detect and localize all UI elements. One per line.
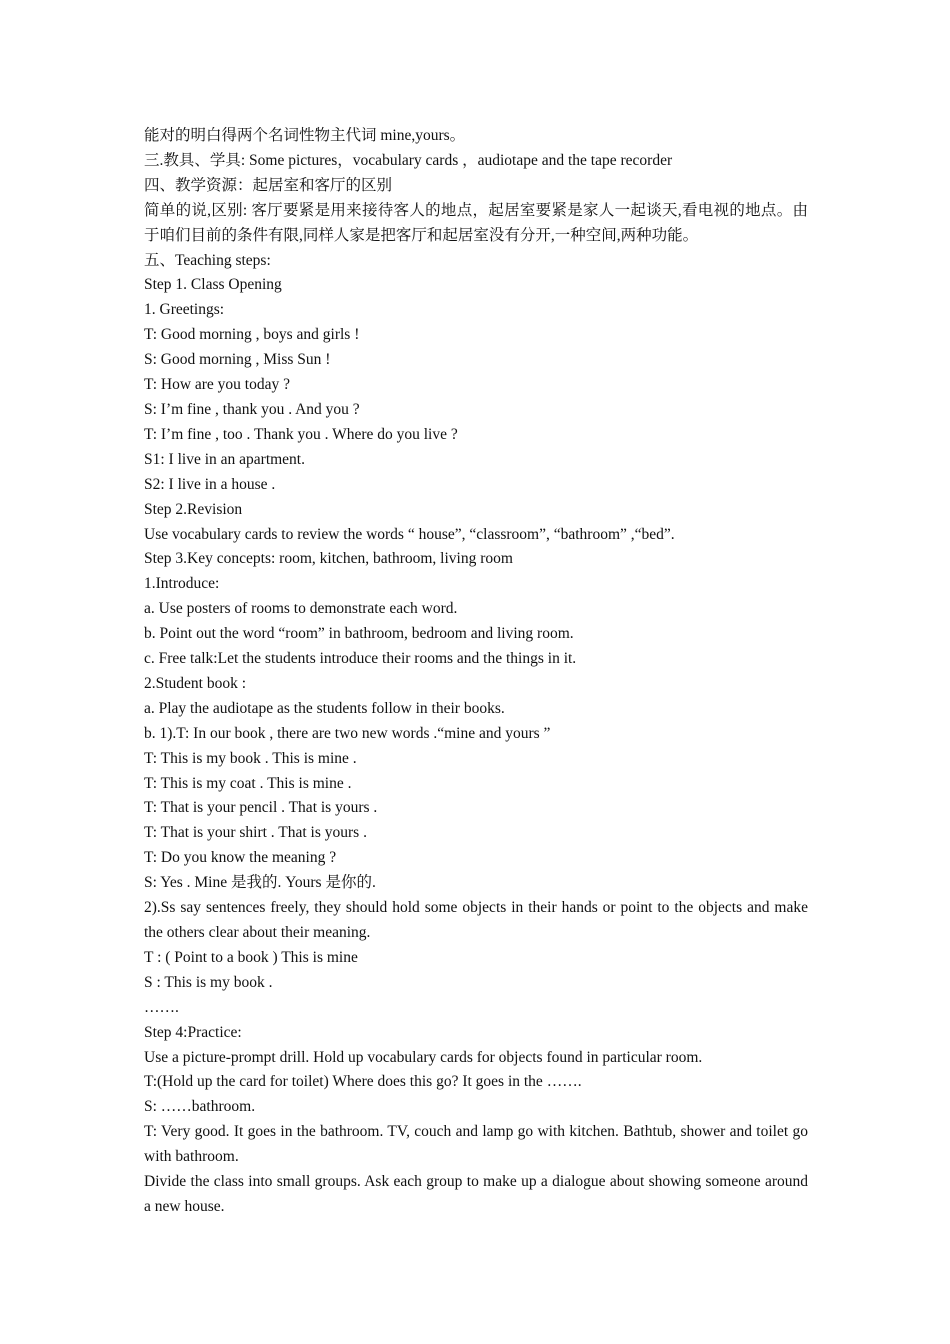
text-line: T: This is my coat . This is mine . xyxy=(144,774,352,792)
text-line: T : ( Point to a book ) This is mine xyxy=(144,948,358,966)
text-line: Use a picture-prompt drill. Hold up vocabulary cards for objects found in particular room. xyxy=(144,1048,703,1066)
text-line: T: Good morning , boys and girls ! xyxy=(144,326,360,344)
text-line: a. Use posters of rooms to demonstrate each word. xyxy=(144,600,458,618)
text-line: 三.教具、学具: Some pictures，vocabulary cards ，audiotape and the tape recorder xyxy=(144,151,673,169)
text-line: 五、Teaching steps: xyxy=(144,251,271,269)
text-line: Step 1. Class Opening xyxy=(144,276,282,294)
text-line: T: How are you today ? xyxy=(144,376,291,394)
text-line: S: Yes . Mine 是我的. Yours 是你的. xyxy=(144,874,376,892)
document-page xyxy=(144,124,808,1220)
text-line: a. Play the audiotape as the students follow in their books. xyxy=(144,699,505,717)
text-line: S2: I live in a house . xyxy=(144,475,276,493)
text-line: 简单的说,区别: 客厅要紧是用来接待客人的地点，起居室要紧是家人一起谈天,看电视的地点。由于咱们目前的条件有限,同样人家是把客厅和起居室没有分开,一种空间,两种功能。 xyxy=(144,201,808,244)
text-line: T: This is my book . This is mine . xyxy=(144,749,357,767)
text-line: T: That is your shirt . That is yours . xyxy=(144,824,367,842)
text-line: ……. xyxy=(144,998,179,1016)
text-line: c. Free talk:Let the students introduce their rooms and the things in it. xyxy=(144,650,577,668)
text-line: T: That is your pencil . That is yours . xyxy=(144,799,378,817)
text-line: Step 3.Key concepts: room, kitchen, bathroom, living room xyxy=(144,550,513,568)
text-line: T: Do you know the meaning ? xyxy=(144,849,337,867)
text-line: b. 1).T: In our book , there are two new words .“mine and yours ” xyxy=(144,724,551,742)
text-line: Step 2.Revision xyxy=(144,500,243,518)
text-line: b. Point out the word “room” in bathroom, bedroom and living room. xyxy=(144,625,574,643)
text-line: Step 4:Practice: xyxy=(144,1023,242,1041)
text-line: T: I’m fine , too . Thank you . Where do you live ? xyxy=(144,425,458,443)
text-line: S1: I live in an apartment. xyxy=(144,450,305,468)
text-line: 1. Greetings: xyxy=(144,301,225,319)
text-line: S: ……bathroom. xyxy=(144,1098,256,1116)
text-line: Use vocabulary cards to review the words “ house”, “classroom”, “bathroom” ,“bed”. xyxy=(144,525,675,543)
text-line: T: Very good. It goes in the bathroom. TV, couch and lamp go with kitchen. Bathtub, shower and toilet go with bathroom. xyxy=(144,1123,808,1166)
text-line: T:(Hold up the card for toilet) Where does this go? It goes in the ……. xyxy=(144,1073,582,1091)
text-line: S : This is my book . xyxy=(144,973,273,991)
text-line: 1.Introduce: xyxy=(144,575,220,593)
text-line: S: Good morning , Miss Sun ! xyxy=(144,351,331,369)
text-line: S: I’m fine , thank you . And you ? xyxy=(144,400,360,418)
text-line: 四、教学资源：起居室和客厅的区别 xyxy=(144,176,393,194)
text-line: Divide the class into small groups. Ask each group to make up a dialogue about showing someone around a new house. xyxy=(144,1173,808,1215)
text-line: 2.Student book : xyxy=(144,674,247,692)
text-line: 能对的明白得两个名词性物主代词 mine,yours。 xyxy=(144,127,466,144)
text-line: 2).Ss say sentences freely, they should hold some objects in their hands or point to the objects and make the others clear about their meaning. xyxy=(144,899,808,941)
